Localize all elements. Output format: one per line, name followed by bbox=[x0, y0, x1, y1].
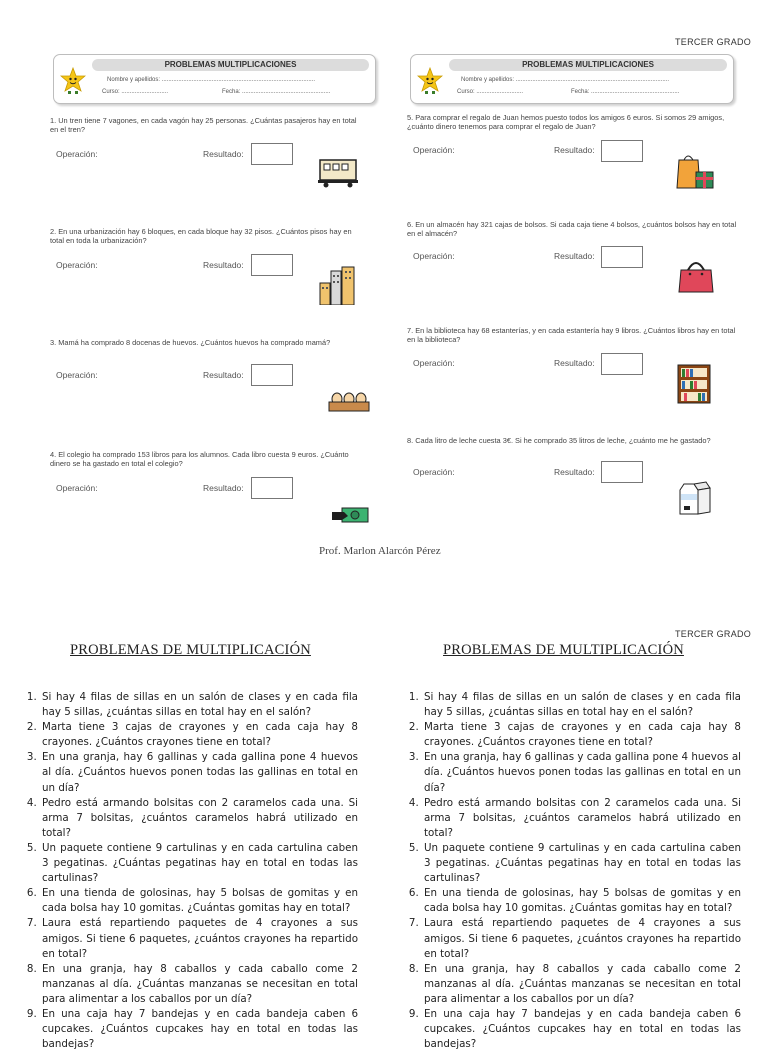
train-icon bbox=[318, 152, 358, 192]
problem-list-right bbox=[406, 690, 741, 1052]
bookshelf-icon bbox=[676, 364, 716, 404]
list-item: 8. En una granja, hay 8 caballos y cada caballo come 2 manzanas al día. ¿Cuántas manzanas se necesitan en total para alimentar a los caballos por un día? bbox=[40, 962, 358, 1007]
problem-7-text: 7. En la biblioteca hay 68 estanterías, y en cada estantería hay 9 libros. ¿Cuántos libros hay en total en la biblioteca? bbox=[407, 326, 736, 344]
operation-label: Operación: bbox=[413, 145, 455, 155]
result-label: Resultado: bbox=[203, 370, 244, 380]
list-item: 2. Marta tiene 3 cajas de crayones y en cada caja hay 8 crayones. ¿Cuántos crayones tiene en total? bbox=[40, 720, 358, 750]
list-item: 2. Marta tiene 3 cajas de crayones y en cada caja hay 8 crayones. ¿Cuántos crayones tiene en total? bbox=[422, 720, 741, 750]
gift-bag-icon bbox=[676, 150, 716, 190]
buildings-icon bbox=[318, 265, 358, 305]
operation-label: Operación: bbox=[413, 251, 455, 261]
name-line: Nombre y apellidos: ............................................................................................ bbox=[107, 77, 316, 83]
header-title: PROBLEMAS MULTIPLICACIONES bbox=[449, 59, 727, 71]
list-item: 6. En una tienda de golosinas, hay 5 bolsas de gomitas y en cada bolsa hay 10 gomitas. ¿Cuántas gomitas hay en total? bbox=[422, 886, 741, 916]
list-item: 1. Si hay 4 filas de sillas en un salón de clases y en cada fila hay 5 sillas, ¿cuántas sillas en total hay en el salón? bbox=[40, 690, 358, 720]
result-box-6[interactable] bbox=[601, 246, 643, 268]
page-title-left: PROBLEMAS DE MULTIPLICACIÓN bbox=[70, 642, 311, 658]
result-label: Resultado: bbox=[203, 149, 244, 159]
result-box-3[interactable] bbox=[251, 364, 293, 386]
result-label: Resultado: bbox=[203, 483, 244, 493]
list-item: 4. Pedro está armando bolsitas con 2 caramelos cada una. Si arma 7 bolsitas, ¿cuántos caramelos habrá utilizado en total? bbox=[40, 796, 358, 841]
grade-label: TERCER GRADO bbox=[675, 629, 752, 639]
problem-2-text: 2. En una urbanización hay 6 bloques, en cada bloque hay 32 pisos. ¿Cuántos pisos hay en total en toda la urbanización? bbox=[50, 227, 352, 245]
handbag-icon bbox=[676, 256, 716, 296]
list-item: 3. En una granja, hay 6 gallinas y cada gallina pone 4 huevos al día. ¿Cuántos huevos ponen todas las gallinas en total en un día? bbox=[422, 750, 741, 795]
date-line: Fecha: ..................................................... bbox=[571, 89, 680, 95]
operation-label: Operación: bbox=[56, 260, 98, 270]
worksheet-header-left bbox=[53, 54, 376, 104]
eggs-icon bbox=[328, 390, 370, 412]
name-line: Nombre y apellidos: ............................................................................................ bbox=[461, 77, 670, 83]
list-item: 9. En una caja hay 7 bandejas y en cada bandeja caben 6 cupcakes. ¿Cuántos cupcakes hay en total en todas las bandejas? bbox=[40, 1007, 358, 1052]
problem-1-text: 1. Un tren tiene 7 vagones, en cada vagón hay 25 personas. ¿Cuántas pasajeros hay en total en el tren? bbox=[50, 116, 357, 134]
result-box-7[interactable] bbox=[601, 353, 643, 375]
problem-list-left bbox=[24, 690, 358, 1052]
result-label: Resultado: bbox=[203, 260, 244, 270]
operation-label: Operación: bbox=[56, 149, 98, 159]
operation-label: Operación: bbox=[56, 370, 98, 380]
result-box-2[interactable] bbox=[251, 254, 293, 276]
result-box-5[interactable] bbox=[601, 140, 643, 162]
course-line: Curso: ............................ bbox=[102, 89, 169, 95]
milk-icon bbox=[678, 476, 718, 516]
money-icon bbox=[330, 502, 370, 526]
problem-8-text: 8. Cada litro de leche cuesta 3€. Si he comprado 35 litros de leche, ¿cuánto me he gastado? bbox=[407, 436, 711, 445]
operation-label: Operación: bbox=[56, 483, 98, 493]
problem-6-text: 6. En un almacén hay 321 cajas de bolsos. Si cada caja tiene 4 bolsos, ¿cuántos bolsos hay en total en el almacén? bbox=[407, 220, 737, 238]
header-title: PROBLEMAS MULTIPLICACIONES bbox=[92, 59, 369, 71]
list-item: 5. Un paquete contiene 9 cartulinas y en cada cartulina caben 3 pegatinas. ¿Cuántas pegatinas hay en total en todas las cartulinas? bbox=[422, 841, 741, 886]
list-item: 3. En una granja, hay 6 gallinas y cada gallina pone 4 huevos al día. ¿Cuántos huevos ponen todas las gallinas en total en un día? bbox=[40, 750, 358, 795]
result-box-4[interactable] bbox=[251, 477, 293, 499]
result-box-8[interactable] bbox=[601, 461, 643, 483]
operation-label: Operación: bbox=[413, 358, 455, 368]
list-item: 7. Laura está repartiendo paquetes de 4 crayones a sus amigos. Si tiene 6 paquetes, ¿cuántos crayones ha repartido en total? bbox=[40, 916, 358, 961]
problem-5-text: 5. Para comprar el regalo de Juan hemos puesto todos los amigos 6 euros. Si somos 29 amigos, ¿cuánto dinero tenemos para comprar el regalo de Juan? bbox=[407, 113, 725, 131]
page-title-right: PROBLEMAS DE MULTIPLICACIÓN bbox=[443, 642, 684, 658]
grade-label: TERCER GRADO bbox=[675, 37, 752, 47]
problem-4-text: 4. El colegio ha comprado 153 libros para los alumnos. Cada libro cuesta 9 euros. ¿Cuánto dinero se ha gastado en total el colegio? bbox=[50, 450, 349, 468]
list-item: 8. En una granja, hay 8 caballos y cada caballo come 2 manzanas al día. ¿Cuántas manzanas se necesitan en total para alimentar a los caballos por un día? bbox=[422, 962, 741, 1007]
star-mascot-icon bbox=[60, 67, 86, 95]
list-item: 4. Pedro está armando bolsitas con 2 caramelos cada una. Si arma 7 bolsitas, ¿cuántos caramelos habrá utilizado en total? bbox=[422, 796, 741, 841]
list-item: 7. Laura está repartiendo paquetes de 4 crayones a sus amigos. Si tiene 6 paquetes, ¿cuántos crayones ha repartido en total? bbox=[422, 916, 741, 961]
operation-label: Operación: bbox=[413, 467, 455, 477]
problem-3-text: 3. Mamá ha comprado 8 docenas de huevos. ¿Cuántos huevos ha comprado mamá? bbox=[50, 338, 331, 347]
date-line: Fecha: ..................................................... bbox=[222, 89, 331, 95]
result-label: Resultado: bbox=[554, 251, 595, 261]
list-item: 6. En una tienda de golosinas, hay 5 bolsas de gomitas y en cada bolsa hay 10 gomitas. ¿Cuántas gomitas hay en total? bbox=[40, 886, 358, 916]
author-credit: Prof. Marlon Alarcón Pérez bbox=[319, 545, 441, 557]
result-label: Resultado: bbox=[554, 358, 595, 368]
worksheet-header-right bbox=[410, 54, 734, 104]
result-label: Resultado: bbox=[554, 467, 595, 477]
star-mascot-icon bbox=[417, 67, 443, 95]
list-item: 9. En una caja hay 7 bandejas y en cada bandeja caben 6 cupcakes. ¿Cuántos cupcakes hay en total en todas las bandejas? bbox=[422, 1007, 741, 1052]
course-line: Curso: ............................ bbox=[457, 89, 524, 95]
list-item: 5. Un paquete contiene 9 cartulinas y en cada cartulina caben 3 pegatinas. ¿Cuántas pegatinas hay en total en todas las cartulinas? bbox=[40, 841, 358, 886]
list-item: 1. Si hay 4 filas de sillas en un salón de clases y en cada fila hay 5 sillas, ¿cuántas sillas en total hay en el salón? bbox=[422, 690, 741, 720]
result-label: Resultado: bbox=[554, 145, 595, 155]
result-box-1[interactable] bbox=[251, 143, 293, 165]
